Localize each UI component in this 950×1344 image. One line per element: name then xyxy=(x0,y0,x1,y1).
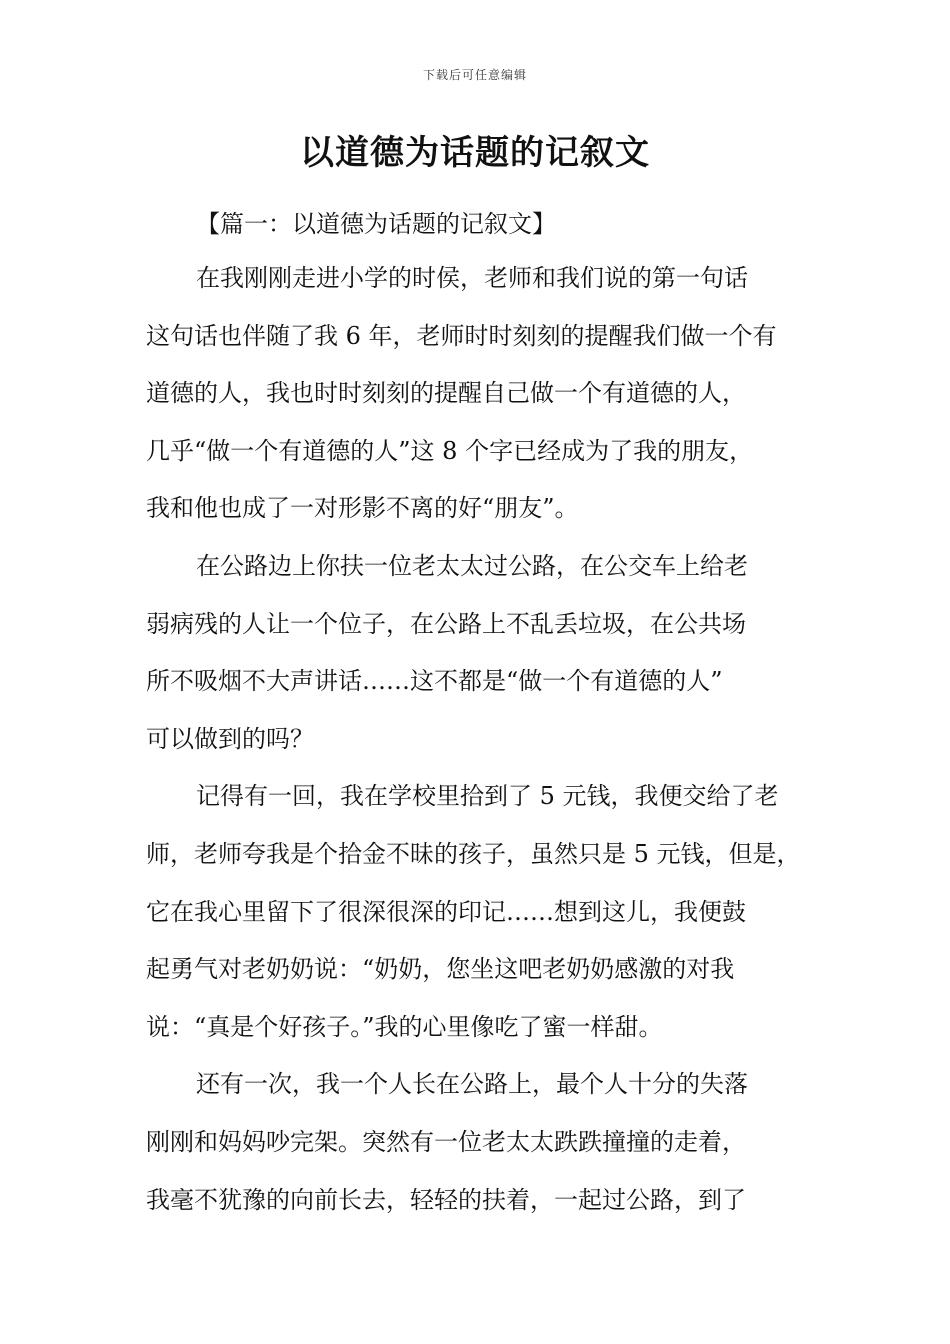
text-line: 说：“真是个好孩子。”我的心里像吃了蜜一样甜。 xyxy=(146,1012,663,1041)
section-heading: 【篇一：以道德为话题的记叙文】 xyxy=(196,210,556,238)
text-line: 所不吸烟不大声讲话……这不都是“做一个有道德的人” xyxy=(146,667,723,696)
text-line: 可以做到的吗？ xyxy=(146,724,314,753)
document-body xyxy=(146,250,826,1229)
text-line: 在公路边上你扶一位老太太过公路，在公交车上给老 xyxy=(196,551,748,580)
header-note: 下载后可任意编辑 xyxy=(422,68,527,82)
document-title: 以道德为话题的记叙文 xyxy=(300,133,650,173)
text-line: 几乎“做一个有道德的人”这 8 个字已经成为了我的朋友， xyxy=(146,436,754,465)
text-line: 这句话也伴随了我 6 年，老师时时刻刻的提醒我们做一个有 xyxy=(146,321,777,350)
text-line: 师，老师夸我是个拾金不昧的孩子，虽然只是 5 元钱，但是， xyxy=(146,839,801,868)
text-line: 起勇气对老奶奶说：“奶奶，您坐这吧老奶奶感激的对我 xyxy=(146,955,735,984)
text-line: 它在我心里留下了很深很深的印记……想到这儿，我便鼓 xyxy=(146,897,746,926)
text-line: 记得有一回，我在学校里拾到了 5 元钱，我便交给了老 xyxy=(196,782,779,811)
text-line: 我毫不犹豫的向前长去，轻轻的扶着，一起过公路，到了 xyxy=(146,1185,746,1214)
text-line: 道德的人，我也时时刻刻的提醒自己做一个有道德的人， xyxy=(146,379,746,408)
text-line: 还有一次，我一个人长在公路上，最个人十分的失落 xyxy=(196,1070,748,1099)
text-line: 刚刚和妈妈吵完架。突然有一位老太太跌跌撞撞的走着， xyxy=(146,1127,746,1156)
text-line: 我和他也成了一对形影不离的好“朋友”。 xyxy=(146,494,579,523)
text-line: 弱病残的人让一个位子，在公路上不乱丢垃圾，在公共场 xyxy=(146,609,746,638)
text-line: 在我刚刚走进小学的时侯，老师和我们说的第一句话 xyxy=(196,264,748,292)
